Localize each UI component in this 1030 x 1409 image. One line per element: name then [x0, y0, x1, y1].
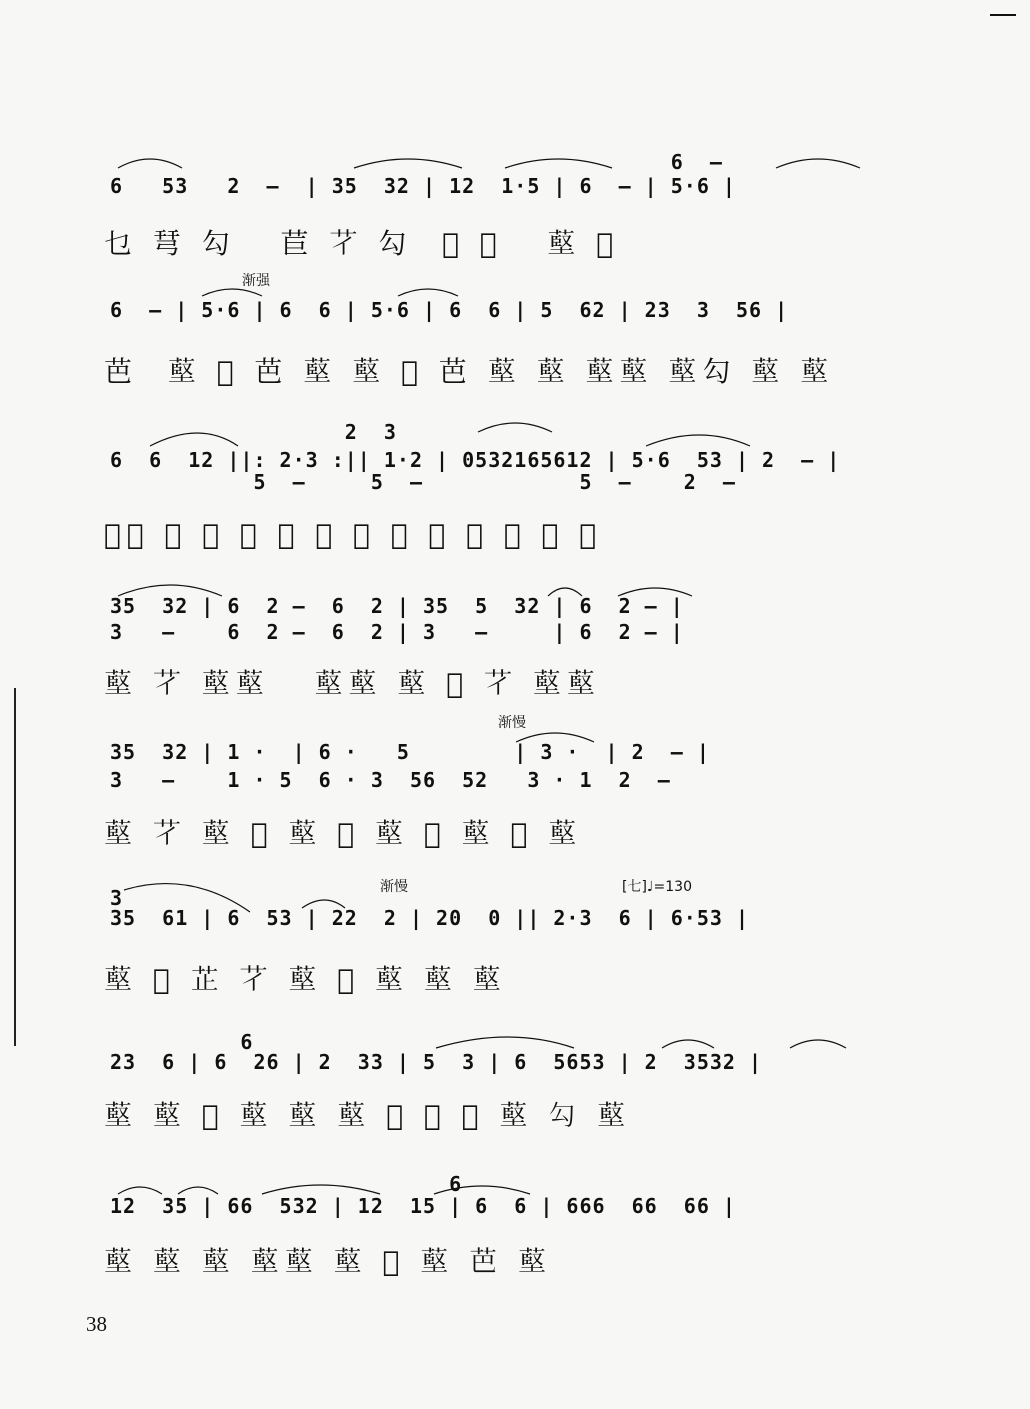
notation-line: 6 53 2 — | 35 32 | 12 1·5 | 6 — | 5·6 | — [110, 174, 736, 198]
tablature-line: 𦸃 𦫻 𦸃𦸃 𦸃𦸃 𦸃 𠦁 𦫻 𦸃𦸃 — [104, 667, 601, 700]
tablature-line: 𦸃 𠦁 芷 𦫻 𦸃 𢀳 𦸃 𦸃 𦸃 — [104, 963, 507, 996]
upper-voice: 3 — [110, 886, 124, 910]
tempo-marking: 渐慢 — [380, 879, 408, 895]
tablature-line: 𦸃 𦸃 𦸃 𦸃𦸃 𦸃 𢀳 𦸃 芭 𦸃 — [104, 1245, 553, 1278]
upper-voice: 6 — — [110, 150, 723, 174]
tempo-marking: 渐慢 — [498, 715, 526, 731]
dynamic-marking: 渐强 — [242, 273, 270, 289]
section-tempo-marking: [七]♩=130 — [622, 879, 692, 895]
lower-voice: 5 — 5 — 5 — 2 — — [110, 470, 736, 494]
upper-voice: 6 — [110, 1172, 463, 1196]
notation-line: 6 — | 5·6 | 6 6 | 5·6 | 6 6 | 5 62 | 23 3 56 | — [110, 298, 789, 322]
upper-voice: 6 — [110, 1030, 254, 1054]
notation-line: 35 32 | 1 · | 6 · 5 | 3 · | 2 — | — [110, 740, 710, 764]
notation-line: 12 35 | 66 532 | 12 15 | 6 6 | 666 66 66 | — [110, 1194, 736, 1218]
lower-voice: 3 — 6 2 — 6 2 | 3 — | 6 2 — | — [110, 620, 684, 644]
upper-voice: 2 3 — [110, 420, 397, 444]
tablature-line: 乜 𢏗 勾 苣 𦫻 勾 𢀳 𦵈 𦸃 𠦁 — [104, 227, 620, 260]
tablature-line: 𦸃 𦫻 𦸃 𢀳 𦸃 𢀳 𦸃 𢀳 𦸃 𢀳 𦸃 — [104, 817, 583, 850]
tablature-line: 𦸃 𦸃 𠦁 𦸃 𦸃 𦸃 𠦁 𠦁 𠦁 𦸃 勾 𦸃 — [104, 1099, 632, 1132]
notation-line: 6 6 12 ||: 2·3 :|| 1·2 | 0532165612 | 5·6 53 | 2 — | — [110, 448, 841, 472]
notation-line: 35 61 | 6 53 | 22 2 | 20 0 || 2·3 6 | 6·53 | — [110, 906, 750, 930]
tablature-line: 芭 𦸃 𠦁 芭 𦸃 𦸃 𠦁 芭 𦸃 𦸃 𦸃𦸃 𦸃勾 𦸃 𦸃 — [104, 355, 835, 388]
lower-voice: 3 — 1 · 5 6 · 3 56 52 3 · 1 2 — — [110, 768, 671, 792]
tablature-line: 𫇨𦫻 𠦁 𦸃 𠦁 𦸃 𠦁 𦸃 𠦁 𦸃 𠦁 𦸃 𦫻 𦸃 — [104, 518, 603, 551]
notation-line: 35 32 | 6 2 — 6 2 | 35 5 32 | 6 2 — | — [110, 594, 684, 618]
page-number: 38 — [86, 1312, 107, 1336]
notation-line: 23 6 | 6 26 | 2 33 | 5 3 | 6 5653 | 2 3532 | — [110, 1050, 763, 1074]
